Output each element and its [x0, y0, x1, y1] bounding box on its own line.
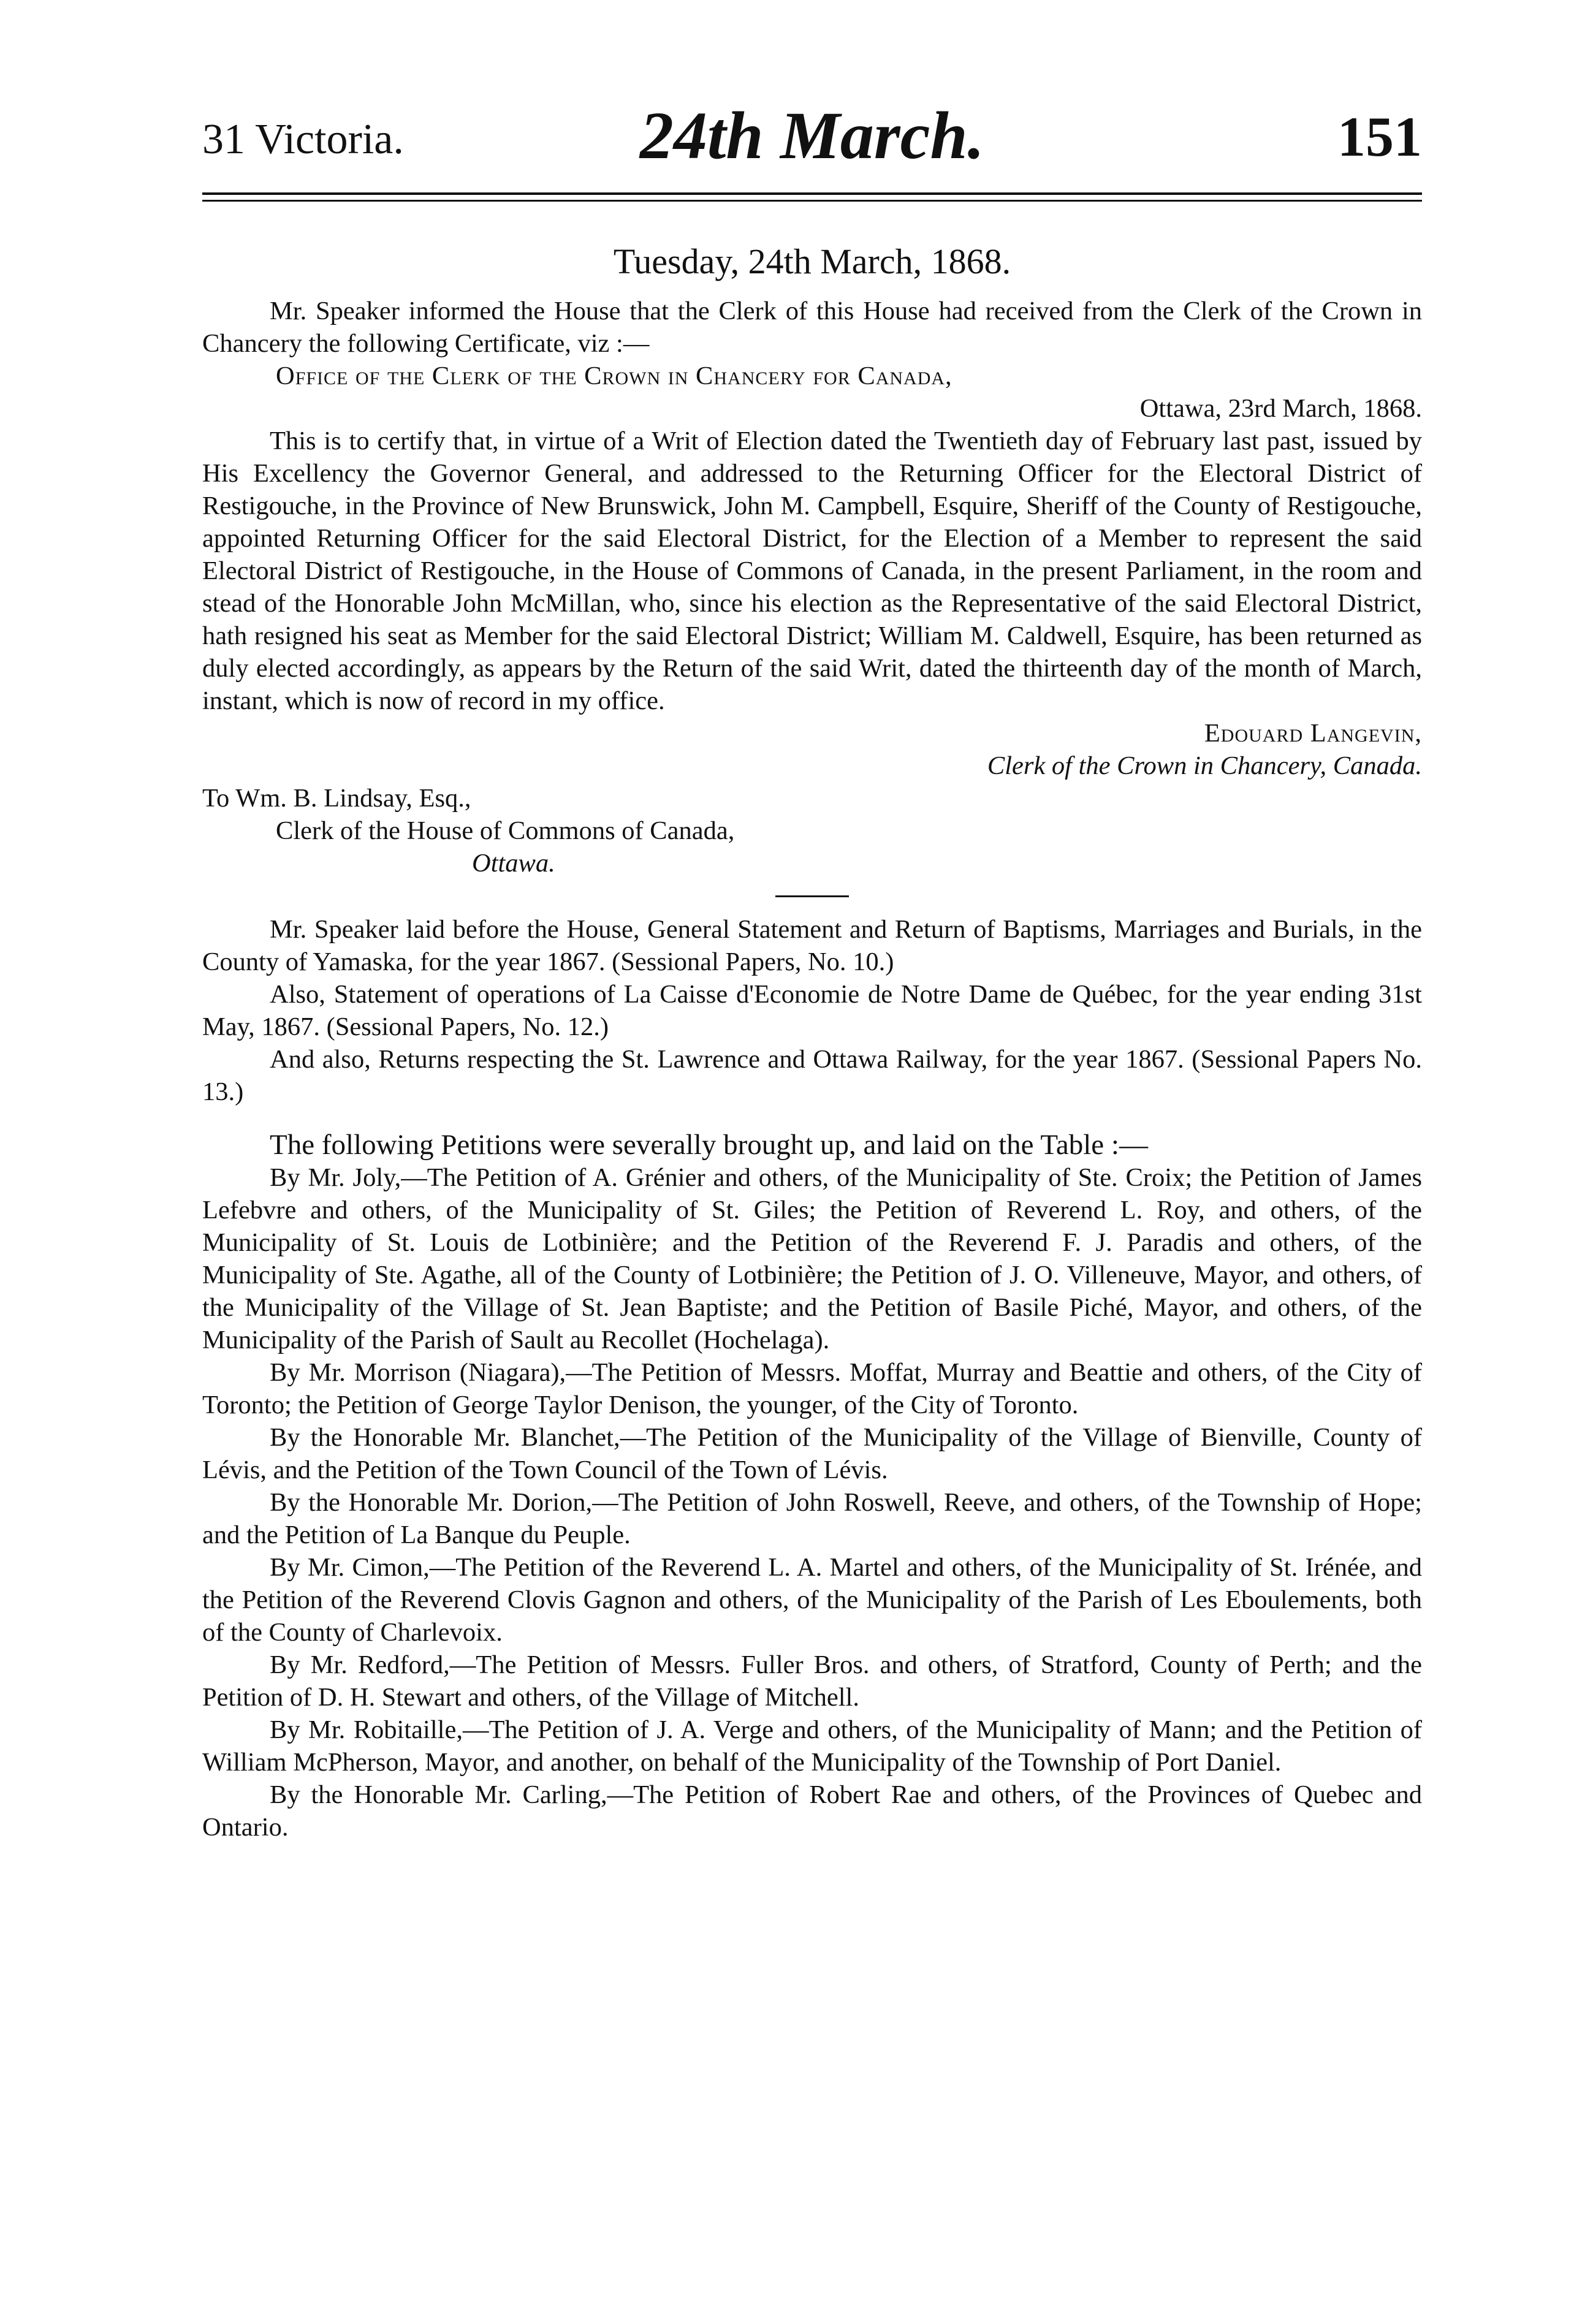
header-rule-bottom: [202, 200, 1422, 202]
page-body: [202, 241, 1422, 1844]
header-date: 24th March.: [639, 98, 985, 173]
addressee-line-1: To Wm. B. Lindsay, Esq.,: [202, 784, 471, 813]
signer-name: Edouard Langevin,: [1204, 719, 1422, 748]
addressee-line-2: Clerk of the House of Commons of Canada,: [276, 816, 735, 845]
petitions-intro: The following Petitions were severally brought up, and laid on the Table :—: [270, 1129, 1148, 1161]
sitting-date-title: Tuesday, 24th March, 1868.: [613, 241, 1011, 281]
certificate-paragraph: This is to certify that, in virtue of a Writ of Election dated the Twentieth day of February last past, issued by His Excellency the Governor General, and addressed to the Returning Officer for the Electoral District of Restigouche, in the Province of New Brunswick, John M. Campbell, Esquire, Sheriff of the County of Restigouche, appointed Returning Officer for the said Electoral District, for the Election of a Member to represent the said Electoral District of Restigouche, in the House of Commons of Canada, in the present Parliament, in the room and stead of the Honorable John McMillan, who, since his election as the Representative of the said Electoral District, hath resigned his seat as Member for the said Electoral District; William M. Caldwell, Esquire, has been returned as duly elected accordingly, as appears by the Return of the said Writ, dated the thirteenth day of the month of March, instant, which is now of record in my office.: [202, 427, 1422, 715]
office-heading: Office of the Clerk of the Crown in Chancery for Canada,: [276, 362, 952, 390]
petition-entry: By Mr. Robitaille,—The Petition of J. A. Verge and others, of the Municipality of Mann; and the Petition of William McPherson, Mayor, and another, on behalf of the Municipality of the Township of Port Daniel.: [202, 1715, 1422, 1777]
signer-title: Clerk of the Crown in Chancery, Canada.: [987, 751, 1422, 780]
petition-entry: By Mr. Redford,—The Petition of Messrs. Fuller Bros. and others, of Stratford, County of Perth; and the Petition of D. H. Stewart and others, of the Village of Mitchell.: [202, 1650, 1422, 1712]
addressee-line-3: Ottawa.: [472, 849, 555, 878]
petition-entry: By the Honorable Mr. Blanchet,—The Petition of the Municipality of the Village of Bienville, County of Lévis, and the Petition of the Town Council of the Town of Lévis.: [202, 1423, 1422, 1484]
petition-entry: By the Honorable Mr. Dorion,—The Petition of John Roswell, Reeve, and others, of the Township of Hope; and the Petition of La Banque du Peuple.: [202, 1488, 1422, 1549]
speaker-informed-paragraph: Mr. Speaker informed the House that the Clerk of this House had received from the Clerk of the Crown in Chancery the following Certificate, viz :—: [202, 297, 1422, 358]
petition-entry: By the Honorable Mr. Carling,—The Petition of Robert Rae and others, of the Provinces of Quebec and Ontario.: [202, 1780, 1422, 1842]
running-header: [202, 86, 1422, 172]
spacer: [202, 1108, 1422, 1129]
petition-entry: By Mr. Joly,—The Petition of A. Grénier and others, of the Municipality of Ste. Croix; the Petition of James Lefebvre and others, of the Municipality of St. Giles; the Petition of Reverend L. Roy, and others, of the Municipality of St. Louis de Lotbinière; and the Petition of the Reverend F. J. Paradis and others, of the Municipality of Ste. Agathe, all of the County of Lotbinière; the Petition of J. O. Villeneuve, Mayor, and others, of the Municipality of the Village of St. Jean Baptiste; and the Petition of Basile Piché, Mayor, and others, of the Municipality of the Parish of Sault au Recollet (Hochelaga).: [202, 1163, 1422, 1354]
petition-entry: By Mr. Morrison (Niagara),—The Petition of Messrs. Moffat, Murray and Beattie and others, of the City of Toronto; the Petition of George Taylor Denison, the younger, of the City of Toronto.: [202, 1358, 1422, 1419]
sessional-paper-12: Also, Statement of operations of La Caisse d'Economie de Notre Dame de Québec, for the year ending 31st May, 1867. (Sessional Papers, No. 12.): [202, 980, 1422, 1041]
page-number: 151: [1337, 105, 1422, 168]
regnal-year: 31 Victoria.: [202, 116, 404, 163]
office-date: Ottawa, 23rd March, 1868.: [1139, 394, 1422, 423]
sessional-paper-13: And also, Returns respecting the St. Lawrence and Ottawa Railway, for the year 1867. (Sessional Papers No. 13.): [202, 1045, 1422, 1106]
header-rule-top: [202, 192, 1422, 195]
sessional-paper-10: Mr. Speaker laid before the House, General Statement and Return of Baptisms, Marriages and Burials, in the County of Yamaska, for the year 1867. (Sessional Papers, No. 10.): [202, 915, 1422, 976]
petition-entry: By Mr. Cimon,—The Petition of the Reverend L. A. Martel and others, of the Municipality of St. Irénée, and the Petition of the Reverend Clovis Gagnon and others, of the Municipality of the Parish of Les Eboulements, both of the County of Charlevoix.: [202, 1553, 1422, 1647]
section-separator: [775, 895, 849, 897]
